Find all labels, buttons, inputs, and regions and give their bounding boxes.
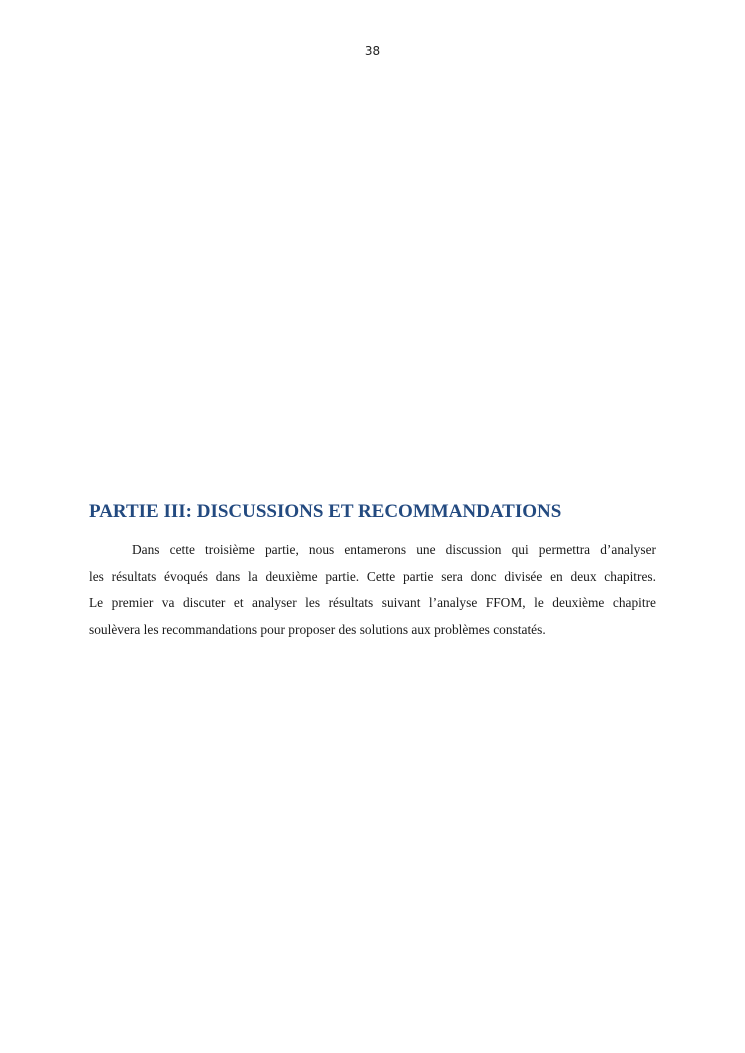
paragraph-line: soulèvera les recommandations pour proposer des solutions aux problèmes constatés. [89, 621, 546, 637]
intro-paragraph [89, 537, 656, 643]
paragraph-line: Le premier va discuter et analyser les résultats suivant l’analyse FFOM, le deuxième chapitre [89, 595, 656, 610]
page-number: 38 [364, 44, 381, 58]
paragraph-line: Dans cette troisième partie, nous entamerons une discussion qui permettra d’analyser [132, 542, 656, 557]
paragraph-line: les résultats évoqués dans la deuxième partie. Cette partie sera donc divisée en deux chapitres. [89, 568, 656, 584]
section-partie-iii [89, 500, 656, 643]
section-heading: PARTIE III: DISCUSSIONS ET RECOMMANDATIONS [89, 501, 562, 522]
